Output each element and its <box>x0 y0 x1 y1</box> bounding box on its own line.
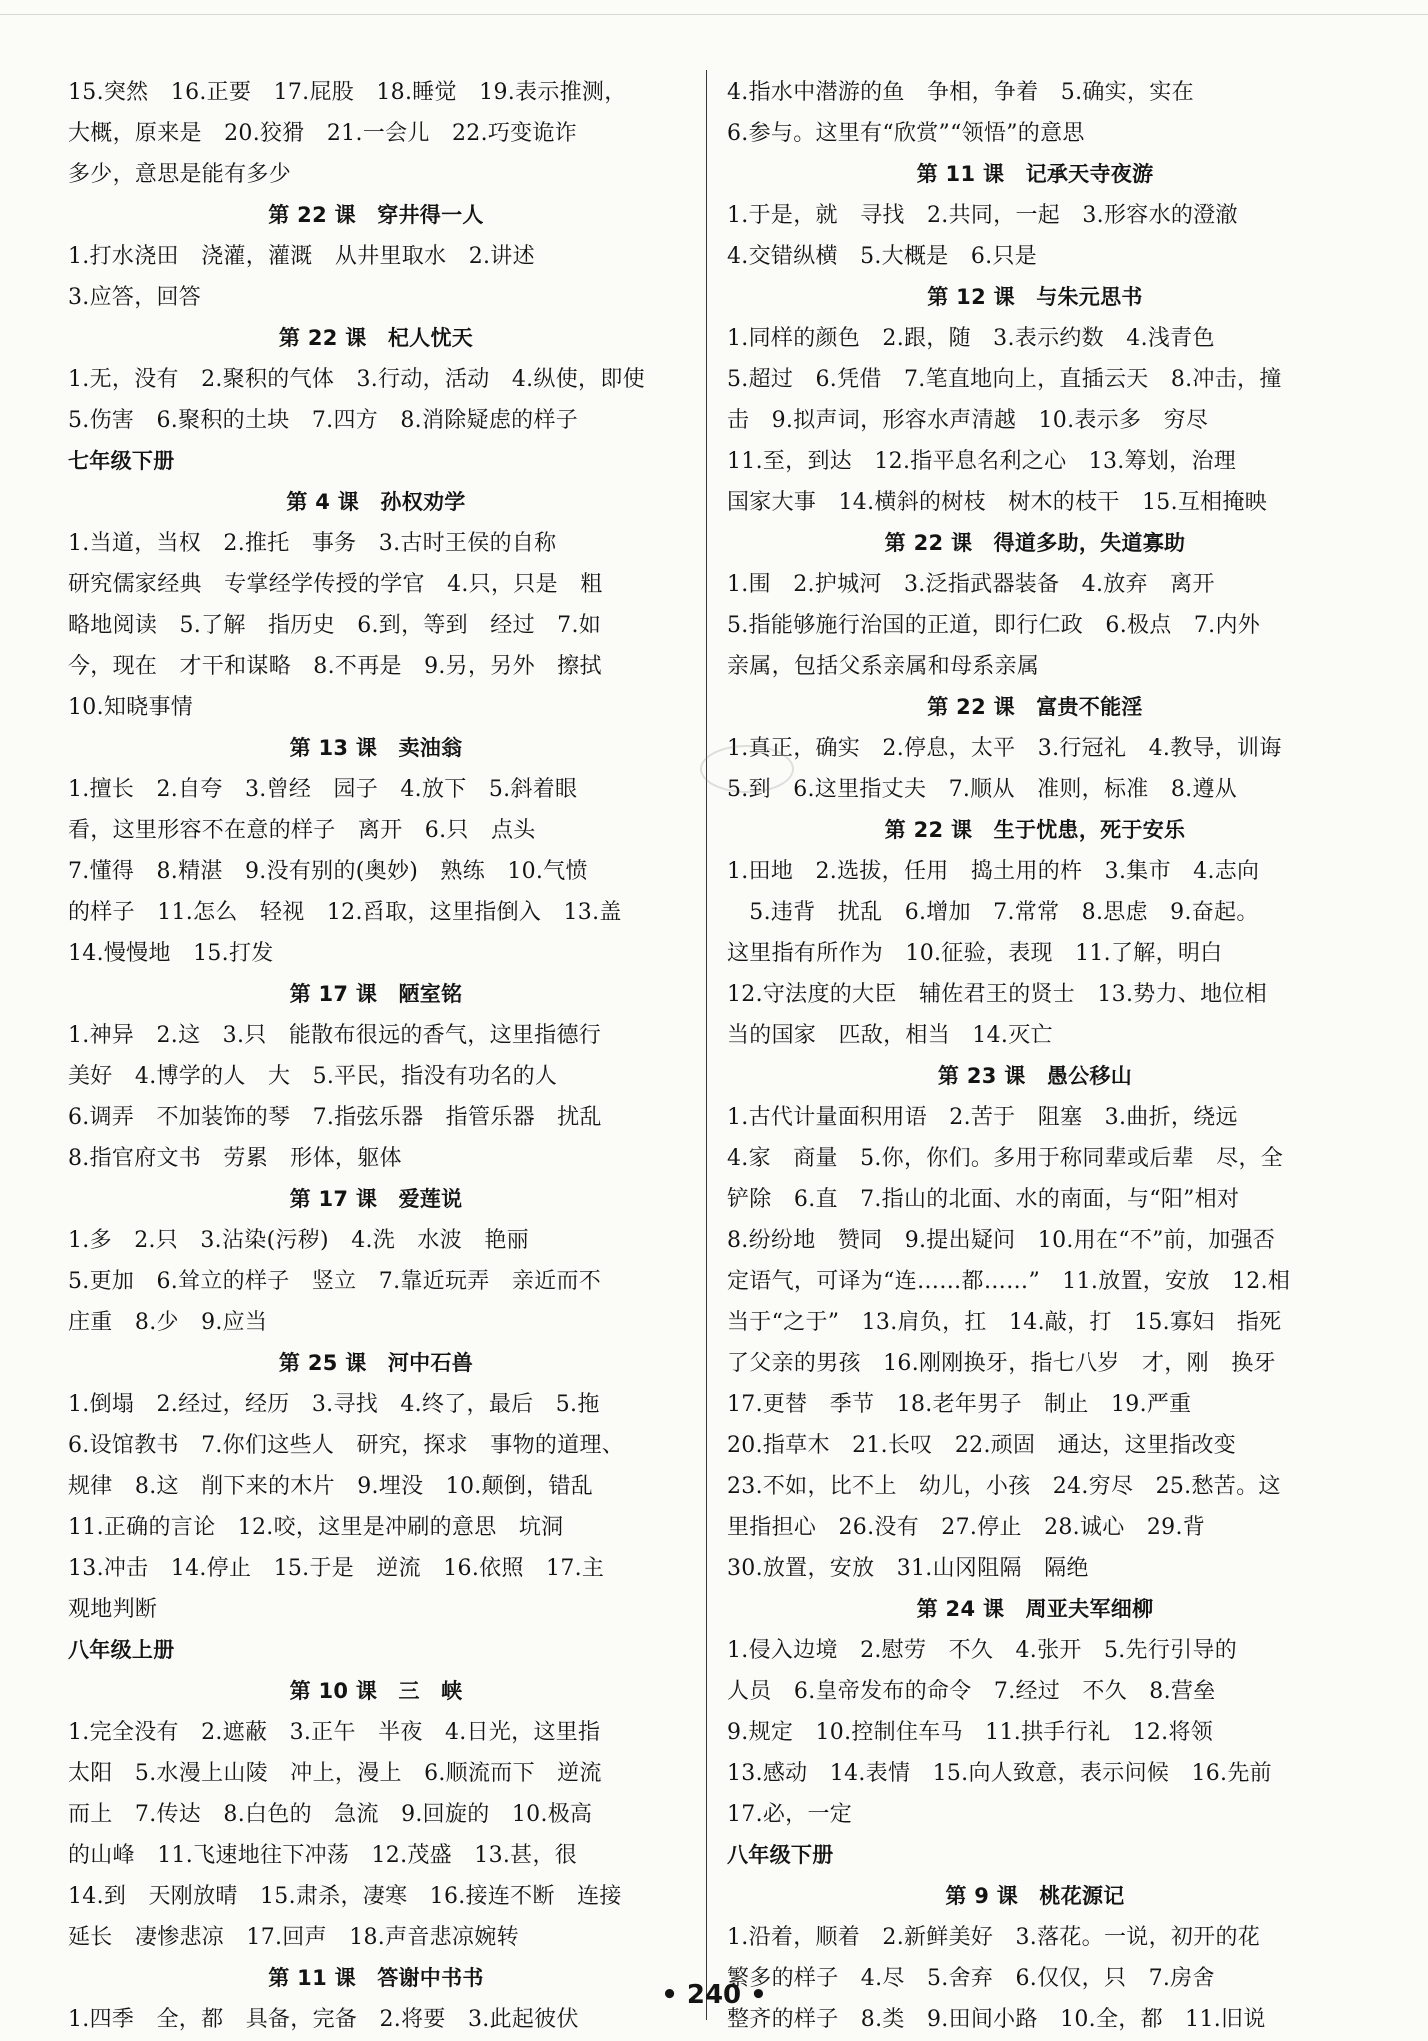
answer-line: 6.调弄 不加装饰的琴 7.指弦乐器 指管乐器 扰乱 <box>68 1105 602 1130</box>
answer-line: 1.完全没有 2.遮蔽 3.正午 半夜 4.日光，这里指 <box>68 1720 601 1745</box>
answer-line: 4.指水中潜游的鱼 争相，争着 5.确实，实在 <box>727 80 1194 105</box>
answer-line: 17.更替 季节 18.老年男子 制止 19.严重 <box>727 1392 1192 1417</box>
answer-line: 4.家 商量 5.你，你们。多用于称同辈或后辈 尽，全 <box>727 1146 1284 1171</box>
answer-line: 国家大事 14.横斜的树枝 树木的枝干 15.互相掩映 <box>727 490 1268 515</box>
answer-line: 13.冲击 14.停止 15.于是 逆流 16.依照 17.主 <box>68 1556 605 1581</box>
answer-line: 11.至，到达 12.指平息名利之心 13.筹划，治理 <box>727 449 1237 474</box>
answer-line: 1.神异 2.这 3.只 能散布很远的香气，这里指德行 <box>68 1023 602 1048</box>
answer-line: 1.沿着，顺着 2.新鲜美好 3.落花。一说，初开的花 <box>727 1925 1261 1950</box>
answer-line: 延长 凄惨悲凉 17.回声 18.声音悲凉婉转 <box>68 1925 519 1950</box>
lesson-heading: 第 25 课 河中石兽 <box>278 1351 474 1375</box>
lesson-heading: 第 9 课 桃花源记 <box>945 1884 1125 1908</box>
lesson-heading: 第 11 课 记承天寺夜游 <box>916 162 1154 186</box>
lesson-heading: 第 12 课 与朱元思书 <box>927 285 1143 309</box>
lesson-heading: 第 11 课 答谢中书书 <box>268 1966 484 1990</box>
answer-line: 23.不如，比不上 幼儿，小孩 24.穷尽 25.愁苦。这 <box>727 1474 1281 1499</box>
answer-line: 6.参与。这里有“欣赏”“领悟”的意思 <box>727 121 1085 146</box>
answer-line: 1.田地 2.选拔，任用 捣土用的杵 3.集市 4.志向 <box>727 859 1260 884</box>
answer-line: 1.四季 全，都 具备，完备 2.将要 3.此起彼伏 <box>68 2007 579 2032</box>
right-column <box>727 72 1343 2040</box>
answer-line: 整齐的样子 8.类 9.田间小路 10.全，都 11.旧说 <box>727 2007 1266 2032</box>
answer-line: 5.到 6.这里指丈夫 7.顺从 准则，标准 8.遵从 <box>727 777 1238 802</box>
answer-line: 当的国家 匹敌，相当 14.灭亡 <box>727 1023 1053 1048</box>
answer-line: 1.无，没有 2.聚积的气体 3.行动，活动 4.纵使，即使 <box>68 367 645 392</box>
answer-line: 大概，原来是 20.狡猾 21.一会儿 22.巧变诡诈 <box>68 121 578 146</box>
answer-line: 研究儒家经典 专掌经学传授的学官 4.只，只是 粗 <box>68 572 603 597</box>
lesson-heading: 第 22 课 杞人忧天 <box>278 326 474 350</box>
answer-line: 3.应答，回答 <box>68 285 202 310</box>
page-number: • 240 • <box>661 1980 767 2010</box>
answer-line: 5.指能够施行治国的正道，即行仁政 6.极点 7.内外 <box>727 613 1261 638</box>
answer-line: 4.交错纵横 5.大概是 6.只是 <box>727 244 1038 269</box>
watermark-stamp <box>700 745 794 793</box>
answer-line: 的山峰 11.飞速地往下冲荡 12.茂盛 13.甚，很 <box>68 1843 578 1868</box>
lesson-heading: 第 22 课 得道多助，失道寡助 <box>884 531 1186 555</box>
grade-heading: 八年级上册 <box>68 1638 175 1662</box>
answer-line: 1.多 2.只 3.沾染(污秽) 4.洗 水波 艳丽 <box>68 1228 529 1253</box>
answer-line: 庄重 8.少 9.应当 <box>68 1310 268 1335</box>
answer-line: 12.守法度的大臣 辅佐君王的贤士 13.势力、地位相 <box>727 982 1268 1007</box>
lesson-heading: 第 17 课 陋室铭 <box>289 982 463 1006</box>
grade-heading: 七年级下册 <box>68 449 175 473</box>
answer-line: 5.超过 6.凭借 7.笔直地向上，直插云天 8.冲击，撞 <box>727 367 1282 392</box>
answer-line: 14.慢慢地 15.打发 <box>68 941 274 966</box>
answer-line: 15.突然 16.正要 17.屁股 18.睡觉 19.表示推测， <box>68 80 627 105</box>
answer-line: 1.擅长 2.自夸 3.曾经 园子 4.放下 5.斜着眼 <box>68 777 578 802</box>
answer-line: 看，这里形容不在意的样子 离开 6.只 点头 <box>68 818 536 843</box>
answer-line: 1.古代计量面积用语 2.苦于 阻塞 3.曲折，绕远 <box>727 1105 1238 1130</box>
answer-line: 铲除 6.直 7.指山的北面、水的南面，与“阳”相对 <box>727 1187 1240 1212</box>
answer-line: 略地阅读 5.了解 指历史 6.到，等到 经过 7.如 <box>68 613 602 638</box>
lesson-heading: 第 22 课 生于忧患，死于安乐 <box>884 818 1186 842</box>
answer-line: 17.必，一定 <box>727 1802 853 1827</box>
answer-line: 30.放置，安放 31.山冈阻隔 隔绝 <box>727 1556 1089 1581</box>
answer-line: 规律 8.这 削下来的木片 9.埋没 10.颠倒，错乱 <box>68 1474 594 1499</box>
answer-line: 定语气，可译为“连……都……” 11.放置，安放 12.相 <box>727 1269 1291 1294</box>
answer-line: 多少，意思是能有多少 <box>68 162 292 187</box>
lesson-heading: 第 22 课 富贵不能淫 <box>927 695 1143 719</box>
answer-line: 11.正确的言论 12.咬，这里是冲刷的意思 坑洞 <box>68 1515 564 1540</box>
answer-line: 而上 7.传达 8.白色的 急流 9.回旋的 10.极高 <box>68 1802 593 1827</box>
answer-line: 人员 6.皇帝发布的命令 7.经过 不久 8.营垒 <box>727 1679 1216 1704</box>
answer-line: 9.规定 10.控制住车马 11.拱手行礼 12.将领 <box>727 1720 1214 1745</box>
grade-heading: 八年级下册 <box>727 1843 834 1867</box>
answer-line: 1.打水浇田 浇灌，灌溉 从井里取水 2.讲述 <box>68 244 535 269</box>
left-column <box>68 72 684 2040</box>
answer-line: 14.到 天刚放晴 15.肃杀，凄寒 16.接连不断 连接 <box>68 1884 622 1909</box>
lesson-heading: 第 13 课 卖油翁 <box>289 736 463 760</box>
lesson-heading: 第 17 课 爱莲说 <box>289 1187 463 1211</box>
answer-line: 8.指官府文书 劳累 形体，躯体 <box>68 1146 402 1171</box>
answer-line: 这里指有所作为 10.征验，表现 11.了解，明白 <box>727 941 1223 966</box>
answer-line: 里指担心 26.没有 27.停止 28.诚心 29.背 <box>727 1515 1206 1540</box>
answer-line: 1.侵入边境 2.慰劳 不久 4.张开 5.先行引导的 <box>727 1638 1238 1663</box>
answer-line: 1.真正，确实 2.停息，太平 3.行冠礼 4.教导，训诲 <box>727 736 1282 761</box>
lesson-heading: 第 24 课 周亚夫军细柳 <box>916 1597 1154 1621</box>
answer-line: 13.感动 14.表情 15.向人致意，表示问候 16.先前 <box>727 1761 1272 1786</box>
lesson-heading: 第 4 课 孙权劝学 <box>286 490 466 514</box>
column-divider <box>706 70 707 2020</box>
answer-line: 1.同样的颜色 2.跟，随 3.表示约数 4.浅青色 <box>727 326 1215 351</box>
answer-line: 5.违背 扰乱 6.增加 7.常常 8.思虑 9.奋起。 <box>727 900 1259 925</box>
lesson-heading: 第 10 课 三 峡 <box>289 1679 463 1703</box>
answer-line: 7.懂得 8.精湛 9.没有别的(奥妙) 熟练 10.气愤 <box>68 859 588 884</box>
answer-line: 了父亲的男孩 16.刚刚换牙，指七八岁 才，刚 换牙 <box>727 1351 1276 1376</box>
answer-line: 10.知晓事情 <box>68 695 194 720</box>
answer-line: 8.纷纷地 赞同 9.提出疑问 10.用在“不”前，加强否 <box>727 1228 1276 1253</box>
answer-line: 击 9.拟声词，形容水声清越 10.表示多 穷尽 <box>727 408 1209 433</box>
answer-line: 1.当道，当权 2.推托 事务 3.古时王侯的自称 <box>68 531 557 556</box>
answer-line: 繁多的样子 4.尽 5.舍弃 6.仅仅，只 7.房舍 <box>727 1966 1215 1991</box>
answer-line: 6.设馆教书 7.你们这些人 研究，探求 事物的道理、 <box>68 1433 625 1458</box>
answer-line: 当于“之于” 13.肩负，扛 14.敲，打 15.寡妇 指死 <box>727 1310 1282 1335</box>
lesson-heading: 第 22 课 穿井得一人 <box>268 203 484 227</box>
answer-line: 亲属，包括父系亲属和母系亲属 <box>727 654 1040 679</box>
answer-line: 美好 4.博学的人 大 5.平民，指没有功名的人 <box>68 1064 558 1089</box>
answer-line: 今，现在 才干和谋略 8.不再是 9.另，另外 擦拭 <box>68 654 602 679</box>
answer-line: 20.指草木 21.长叹 22.顽固 通达，这里指改变 <box>727 1433 1237 1458</box>
answer-line: 5.伤害 6.聚积的土块 7.四方 8.消除疑虑的样子 <box>68 408 579 433</box>
answer-line: 1.倒塌 2.经过，经历 3.寻找 4.终了，最后 5.拖 <box>68 1392 600 1417</box>
answer-line: 1.于是，就 寻找 2.共同，一起 3.形容水的澄澈 <box>727 203 1238 228</box>
answer-line: 1.围 2.护城河 3.泛指武器装备 4.放弃 离开 <box>727 572 1215 597</box>
answer-line: 5.更加 6.耸立的样子 竖立 7.靠近玩弄 亲近而不 <box>68 1269 602 1294</box>
answer-line: 太阳 5.水漫上山陵 冲上，漫上 6.顺流而下 逆流 <box>68 1761 602 1786</box>
lesson-heading: 第 23 课 愚公移山 <box>937 1064 1133 1088</box>
answer-line: 的样子 11.怎么 轻视 12.舀取，这里指倒入 13.盖 <box>68 900 622 925</box>
answer-line: 观地判断 <box>68 1597 158 1622</box>
top-rule <box>0 14 1428 15</box>
